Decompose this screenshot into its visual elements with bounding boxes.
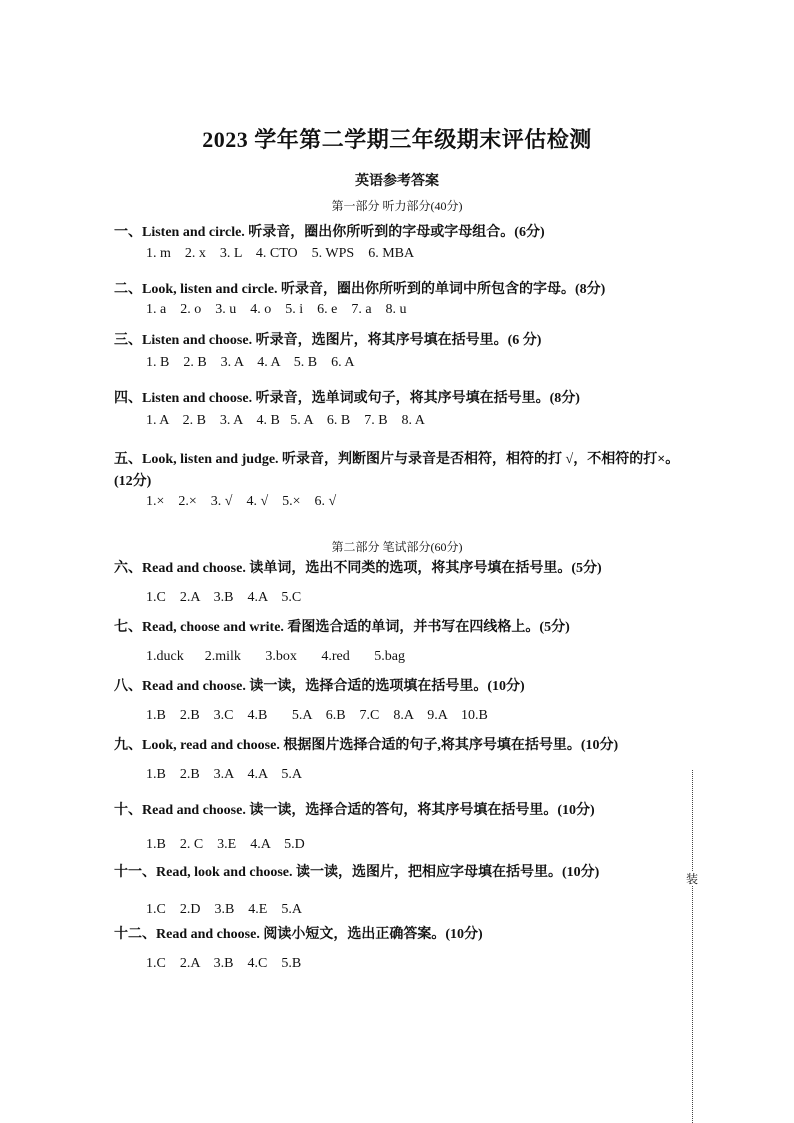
binding-mark: 装 [686, 872, 699, 886]
question-title: 二、Look, listen and circle. 听录音，圈出你所听到的单词中所包含的字母。(8分) [114, 282, 606, 297]
binding-dotted-line [692, 770, 693, 1123]
question-title: 六、Read and choose. 读单词，选出不同类的选项，将其序号填在括号里。(5分) [114, 561, 602, 576]
page-title: 2023 学年第二学期三年级期末评估检测 [202, 127, 592, 152]
question-title: 五、Look, listen and judge. 听录音，判断图片与录音是否相符，相符的打 √，不相符的打×。(12分) [114, 452, 680, 489]
part-heading-listening: 第一部分 听力部分(40分) [331, 199, 463, 213]
answer-line: 1.B 2. C 3.E 4.A 5.D [146, 837, 305, 852]
answer-line: 1.C 2.A 3.B 4.A 5.C [146, 590, 302, 605]
page-subtitle: 英语参考答案 [355, 174, 439, 189]
question-title: 九、Look, read and choose. 根据图片选择合适的句子,将其序号填在括号里。(10分) [114, 738, 619, 753]
answer-line: 1.duck 2.milk 3.box 4.red 5.bag [146, 649, 405, 664]
answer-line: 1. A 2. B 3. A 4. B 5. A 6. B 7. B 8. A [146, 413, 425, 428]
answer-line: 1.B 2.B 3.C 4.B 5.A 6.B 7.C 8.A 9.A 10.B [146, 708, 488, 723]
answer-line: 1. m 2. x 3. L 4. CTO 5. WPS 6. MBA [146, 246, 415, 261]
answer-line: 1.× 2.× 3. √ 4. √ 5.× 6. √ [146, 494, 337, 509]
question-title: 十二、Read and choose. 阅读小短文，选出正确答案。(10分) [114, 927, 483, 942]
question-title: 七、Read, choose and write. 看图选合适的单词，并书写在四线格上。(5分) [114, 620, 570, 635]
answer-line: 1.C 2.A 3.B 4.C 5.B [146, 956, 302, 971]
answer-line: 1. B 2. B 3. A 4. A 5. B 6. A [146, 355, 355, 370]
question-title: 一、Listen and circle. 听录音，圈出你所听到的字母或字母组合。(6分) [114, 225, 545, 240]
question-title: 三、Listen and choose. 听录音，选图片，将其序号填在括号里。(6 分) [114, 333, 542, 348]
question-title: 四、Listen and choose. 听录音，选单词或句子，将其序号填在括号里。(8分) [114, 391, 580, 406]
answer-line: 1.B 2.B 3.A 4.A 5.A [146, 767, 302, 782]
part-heading-writing: 第二部分 笔试部分(60分) [331, 540, 463, 554]
question-title: 十一、Read, look and choose. 读一读，选图片，把相应字母填在括号里。(10分) [114, 865, 600, 880]
answer-line: 1.C 2.D 3.B 4.E 5.A [146, 902, 302, 917]
answer-line: 1. a 2. o 3. u 4. o 5. i 6. e 7. a 8. u [146, 302, 407, 317]
question-title: 十、Read and choose. 读一读，选择合适的答句，将其序号填在括号里。(10分) [114, 803, 595, 818]
question-title: 八、Read and choose. 读一读，选择合适的选项填在括号里。(10分) [114, 679, 525, 694]
